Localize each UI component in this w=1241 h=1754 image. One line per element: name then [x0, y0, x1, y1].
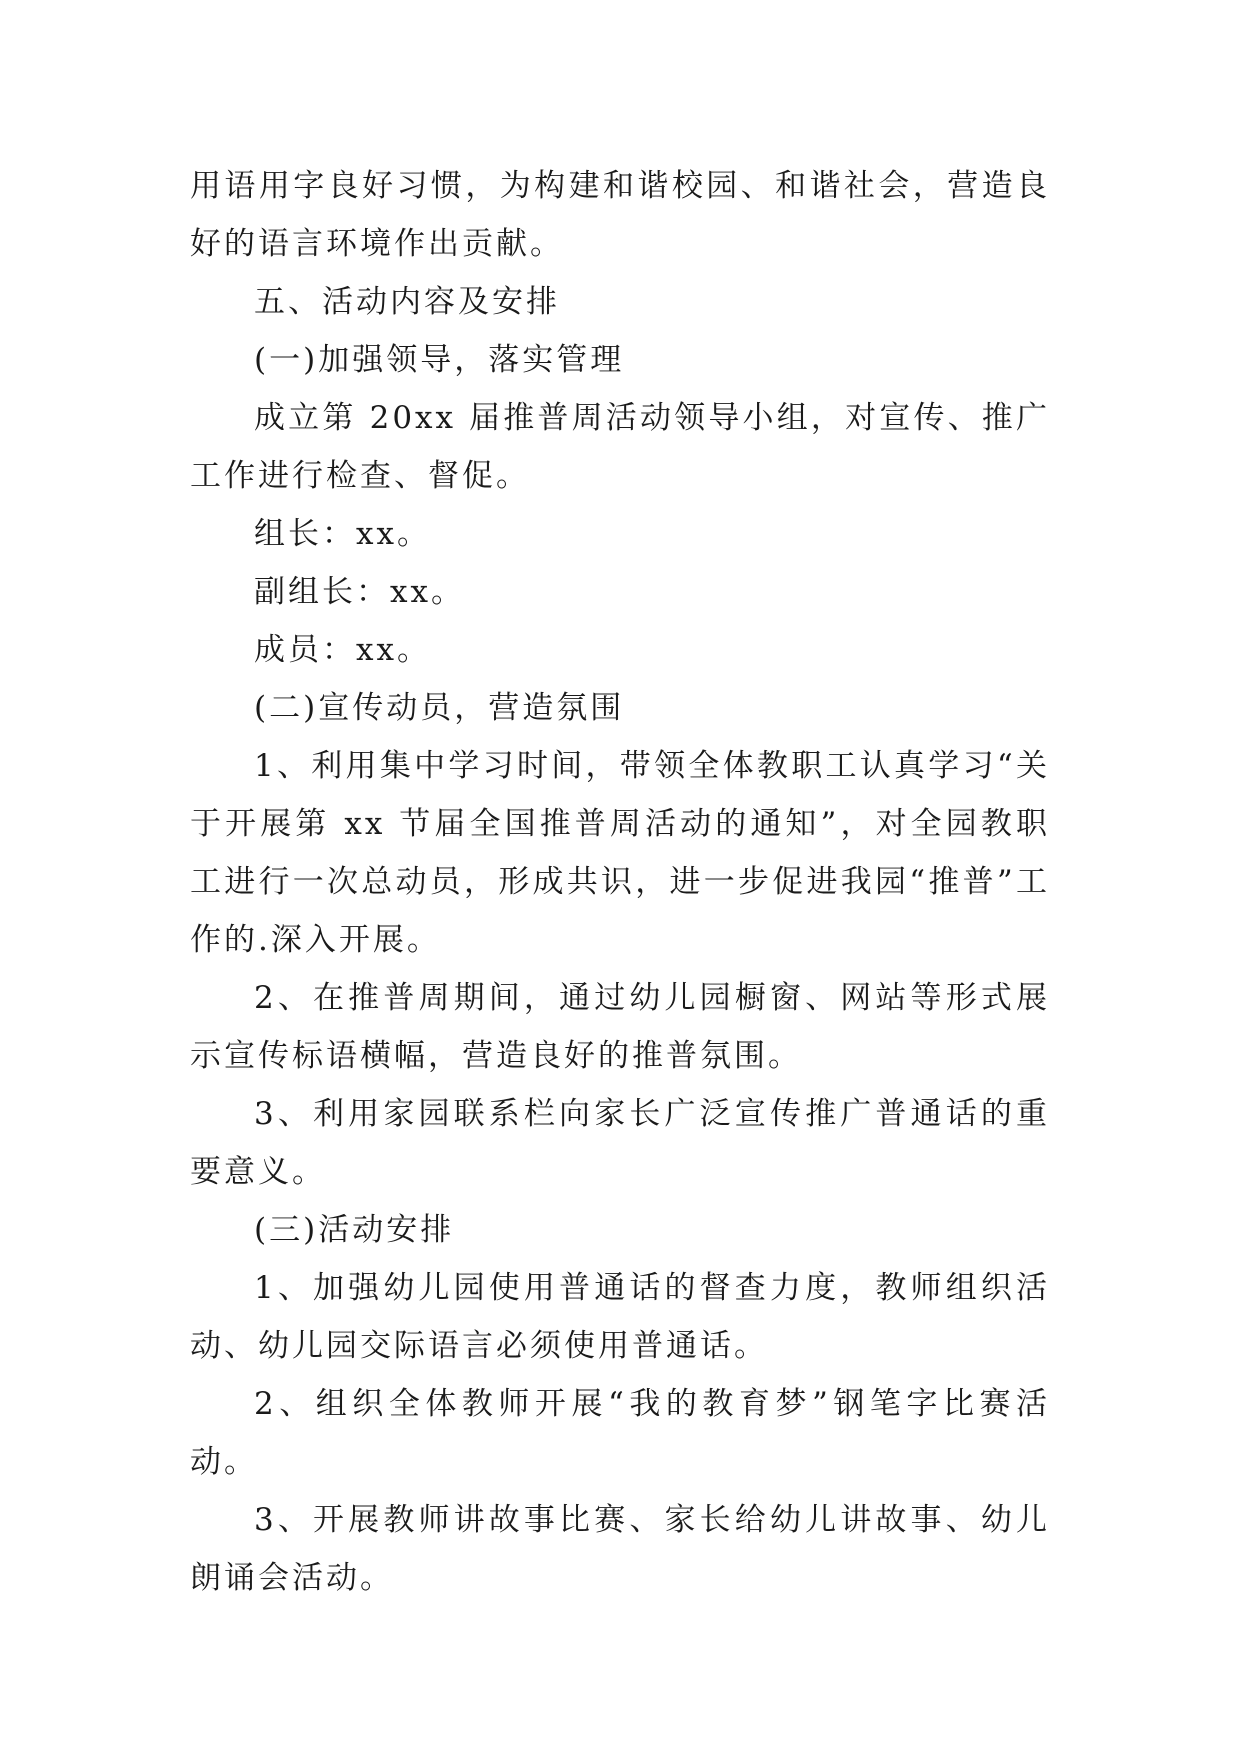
paragraph-group-leader: 组长：xx。 — [254, 516, 431, 552]
subsection-heading-1: (一)加强领导，落实管理 — [254, 342, 625, 378]
paragraph-item-3-1: 1、加强幼儿园使用普通话的督查力度，教师组织活动、幼儿园交际语言必须使用普通话。 — [190, 1270, 1050, 1364]
paragraph-continuation: 用语用字良好习惯，为构建和谐校园、和谐社会，营造良好的语言环境作出贡献。 — [190, 168, 1050, 262]
paragraph-item-2-3: 3、利用家园联系栏向家长广泛宣传推广普通话的重要意义。 — [190, 1096, 1050, 1190]
paragraph-item-2-2: 2、在推普周期间，通过幼儿园橱窗、网站等形式展示宣传标语横幅，营造良好的推普氛围。 — [190, 980, 1050, 1074]
subsection-heading-3: (三)活动安排 — [254, 1212, 455, 1248]
paragraph-item-3-2: 2、组织全体教师开展“我的教育梦”钢笔字比赛活动。 — [190, 1386, 1050, 1480]
paragraph-item-2-1: 1、利用集中学习时间，带领全体教职工认真学习“关于开展第 xx 节届全国推普周活动的通知”，对全园教职工进行一次总动员，形成共识，进一步促进我园“推普”工作的.深入开展。 — [190, 748, 1050, 958]
subsection-heading-2: (二)宣传动员，营造氛围 — [254, 690, 625, 726]
paragraph-deputy-leader: 副组长：xx。 — [254, 574, 465, 610]
paragraph-members: 成员：xx。 — [254, 632, 431, 668]
document-body — [190, 157, 1050, 1607]
paragraph-leadership-group: 成立第 20xx 届推普周活动领导小组，对宣传、推广工作进行检查、督促。 — [190, 400, 1050, 494]
section-heading-5: 五、活动内容及安排 — [254, 284, 560, 320]
paragraph-item-3-3: 3、开展教师讲故事比赛、家长给幼儿讲故事、幼儿朗诵会活动。 — [190, 1502, 1050, 1596]
